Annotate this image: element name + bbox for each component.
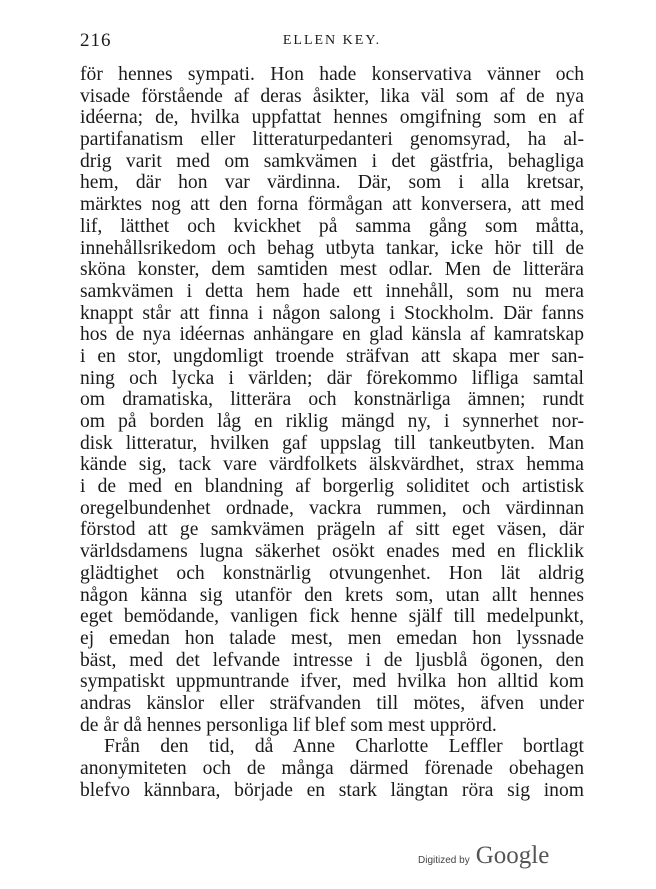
- body-text: [80, 64, 584, 801]
- text-line: någon känna sig utanför den krets som, utan allt hennes: [80, 584, 584, 606]
- text-line: sympatiskt uppmuntrande ifver, med hvilka hon alltid kom: [80, 671, 584, 693]
- text-line: disk litteratur, hvilken gaf uppslag till tankeutbyten. Man: [80, 432, 584, 454]
- watermark-prefix: Digitized by: [418, 855, 470, 866]
- text-line: förstod att ge samkvämen prägeln af sitt eget väsen, där: [80, 519, 584, 541]
- paragraph-start-line: Från den tid, då Anne Charlotte Leffler bortlagt: [104, 736, 584, 758]
- text-line: eget bemödande, vanligen fick henne själf till medelpunkt,: [80, 606, 584, 628]
- text-line: hem, där hon var värdinna. Där, som i alla kretsar,: [80, 172, 584, 194]
- text-line: bäst, med det lefvande intresse i de ljusblå ögonen, den: [80, 649, 584, 671]
- text-line: oregelbundenhet ordnade, vackra rummen, och värdinnan: [80, 497, 584, 519]
- paragraph-end-line: de år då hennes personliga lif blef som mest upprörd.: [80, 714, 497, 736]
- text-line: ej emedan hon talade mest, men emedan hon lyssnade: [80, 627, 584, 649]
- text-line: drig varit med om samkvämen i det gästfria, behagliga: [80, 150, 584, 172]
- text-line: visade förstående af deras åsikter, lika väl som af de nya: [80, 85, 584, 107]
- text-line: blefvo kännbara, började en stark längtan röra sig inom: [80, 779, 584, 801]
- text-line: anonymiteten och de många därmed förenade obehagen: [80, 758, 584, 779]
- text-line: om på borden låg en riklig mängd ny, i synnerhet nor-: [80, 411, 584, 432]
- text-line: för hennes sympati. Hon hade konservativa vänner och: [80, 64, 584, 85]
- text-line: världsdamens lugna säkerhet osökt enades med en flicklik: [80, 541, 584, 563]
- text-line: idéerna; de, hvilka uppfattat hennes omgifning som en af: [80, 107, 584, 129]
- text-line: om dramatiska, litterära och konstnärliga ämnen; rundt: [80, 389, 584, 411]
- text-line: knappt står att finna i någon salong i Stockholm. Där fanns: [80, 302, 584, 324]
- text-line: märktes nog att den forna förmågan att konversera, att med: [80, 194, 584, 216]
- text-line: hos de nya idéernas anhängare en glad känsla af kamratskap: [80, 324, 584, 346]
- text-line: sköna konster, dem samtiden mest odlar. Men de litterära: [80, 259, 584, 281]
- text-line: glädtighet och konstnärlig otvungenhet. Hon lät aldrig: [80, 562, 584, 584]
- text-line: i de med en blandning af borgerlig soliditet och artistisk: [80, 476, 584, 498]
- text-line: kände sig, tack vare värdfolkets älskvärdhet, strax hemma: [80, 454, 584, 476]
- text-line: innehållsrikedom och behag utbyta tankar, icke hör till de: [80, 237, 584, 259]
- text-line: i en stor, ungdomligt troende sträfvan att skapa mer san-: [80, 345, 584, 367]
- page-header: [80, 30, 584, 54]
- text-line: partifanatism eller litteraturpedanteri genomsyrad, ha al-: [80, 129, 584, 151]
- text-line: andras känslor eller sträfvanden till mötes, äfven under: [80, 692, 584, 714]
- text-line: lif, lätthet och kvickhet på samma gång som måtta,: [80, 215, 584, 237]
- running-head: ELLEN KEY.: [282, 33, 382, 48]
- digitized-watermark: [418, 842, 549, 870]
- text-line: ning och lycka i världen; där förekommo lifliga samtal: [80, 367, 584, 389]
- google-logo: Google: [475, 842, 550, 869]
- page-number: 216: [80, 30, 112, 51]
- text-line: samkvämen i detta hem hade ett innehåll, som nu mera: [80, 280, 584, 302]
